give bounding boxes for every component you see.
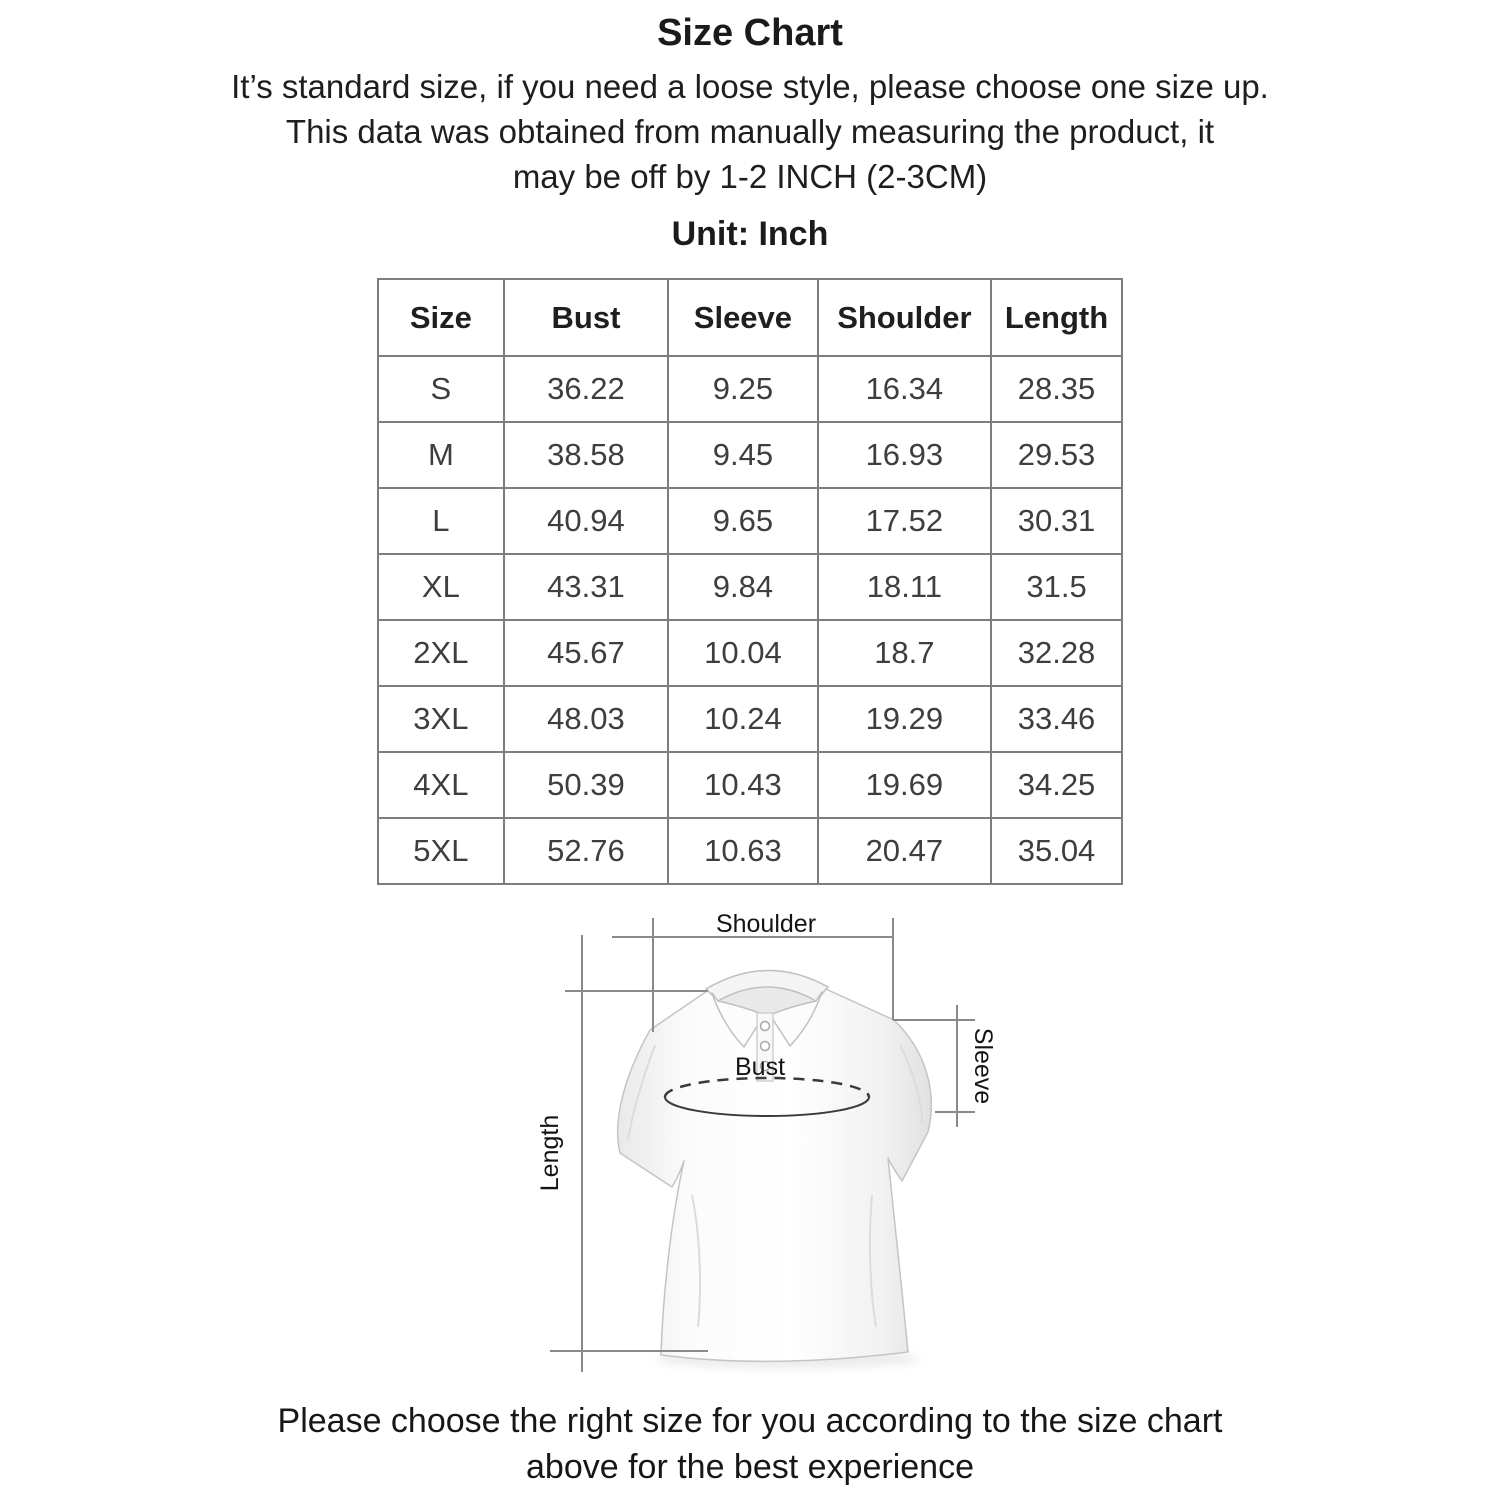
size-row-4xl <box>378 752 1122 818</box>
size-chart-table <box>377 278 1123 885</box>
intro-line-1: It’s standard size, if you need a loose style, please choose one size up. <box>231 68 1269 105</box>
measurement-cell: 19.69 <box>818 752 991 818</box>
measurement-cell: 9.45 <box>668 422 818 488</box>
column-header-length: Length <box>991 279 1122 356</box>
size-row-m <box>378 422 1122 488</box>
size-row-s <box>378 356 1122 422</box>
measurement-cell: 19.29 <box>818 686 991 752</box>
measurement-cell: 30.31 <box>991 488 1122 554</box>
size-label-cell: 4XL <box>378 752 504 818</box>
sleeve-label: Sleeve <box>969 1027 997 1105</box>
shoulder-label: Shoulder <box>715 910 817 938</box>
size-row-3xl <box>378 686 1122 752</box>
measurement-cell: 29.53 <box>991 422 1122 488</box>
unit-label: Unit: Inch <box>671 215 829 253</box>
size-table-body <box>378 356 1122 884</box>
measurement-cell: 28.35 <box>991 356 1122 422</box>
footer-line-1: Please choose the right size for you according to the size chart <box>277 1402 1223 1440</box>
measurement-cell: 10.43 <box>668 752 818 818</box>
column-header-sleeve: Sleeve <box>668 279 818 356</box>
measurement-cell: 50.39 <box>504 752 668 818</box>
measurement-cell: 10.63 <box>668 818 818 884</box>
polo-shirt-illustration <box>618 970 932 1361</box>
size-label-cell: 3XL <box>378 686 504 752</box>
column-header-shoulder: Shoulder <box>818 279 991 356</box>
size-row-xl <box>378 554 1122 620</box>
footer-line-2: above for the best experience <box>526 1448 974 1486</box>
size-table-header <box>378 279 1122 356</box>
header-row <box>378 279 1122 356</box>
size-row-l <box>378 488 1122 554</box>
measurement-cell: 36.22 <box>504 356 668 422</box>
intro-paragraph <box>0 64 1500 199</box>
measurement-cell: 16.93 <box>818 422 991 488</box>
size-label-cell: L <box>378 488 504 554</box>
measurement-cell: 33.46 <box>991 686 1122 752</box>
shirt-measurement-diagram <box>520 895 1020 1395</box>
measurement-cell: 16.34 <box>818 356 991 422</box>
size-label-cell: S <box>378 356 504 422</box>
measurement-cell: 34.25 <box>991 752 1122 818</box>
bust-label: Bust <box>734 1053 786 1081</box>
measurement-cell: 20.47 <box>818 818 991 884</box>
intro-line-2: This data was obtained from manually measuring the product, it <box>285 113 1215 150</box>
measurement-cell: 9.65 <box>668 488 818 554</box>
measurement-cell: 40.94 <box>504 488 668 554</box>
measurement-cell: 18.7 <box>818 620 991 686</box>
measurement-cell: 9.25 <box>668 356 818 422</box>
measurement-cell: 45.67 <box>504 620 668 686</box>
size-row-5xl <box>378 818 1122 884</box>
measurement-cell: 48.03 <box>504 686 668 752</box>
measurement-cell: 43.31 <box>504 554 668 620</box>
intro-line-3: may be off by 1-2 INCH (2-3CM) <box>512 158 988 195</box>
length-label: Length <box>536 1114 564 1192</box>
size-row-2xl <box>378 620 1122 686</box>
measurement-cell: 10.04 <box>668 620 818 686</box>
size-label-cell: 5XL <box>378 818 504 884</box>
page-title: Size Chart <box>657 12 843 54</box>
size-label-cell: M <box>378 422 504 488</box>
measurement-cell: 9.84 <box>668 554 818 620</box>
measurement-cell: 32.28 <box>991 620 1122 686</box>
measurement-cell: 17.52 <box>818 488 991 554</box>
measurement-cell: 10.24 <box>668 686 818 752</box>
measurement-cell: 38.58 <box>504 422 668 488</box>
size-label-cell: 2XL <box>378 620 504 686</box>
column-header-bust: Bust <box>504 279 668 356</box>
footer-note <box>0 1398 1500 1490</box>
shirt-body <box>618 976 932 1361</box>
measurement-cell: 31.5 <box>991 554 1122 620</box>
measurement-cell: 35.04 <box>991 818 1122 884</box>
measurement-cell: 52.76 <box>504 818 668 884</box>
size-label-cell: XL <box>378 554 504 620</box>
column-header-size: Size <box>378 279 504 356</box>
measurement-cell: 18.11 <box>818 554 991 620</box>
